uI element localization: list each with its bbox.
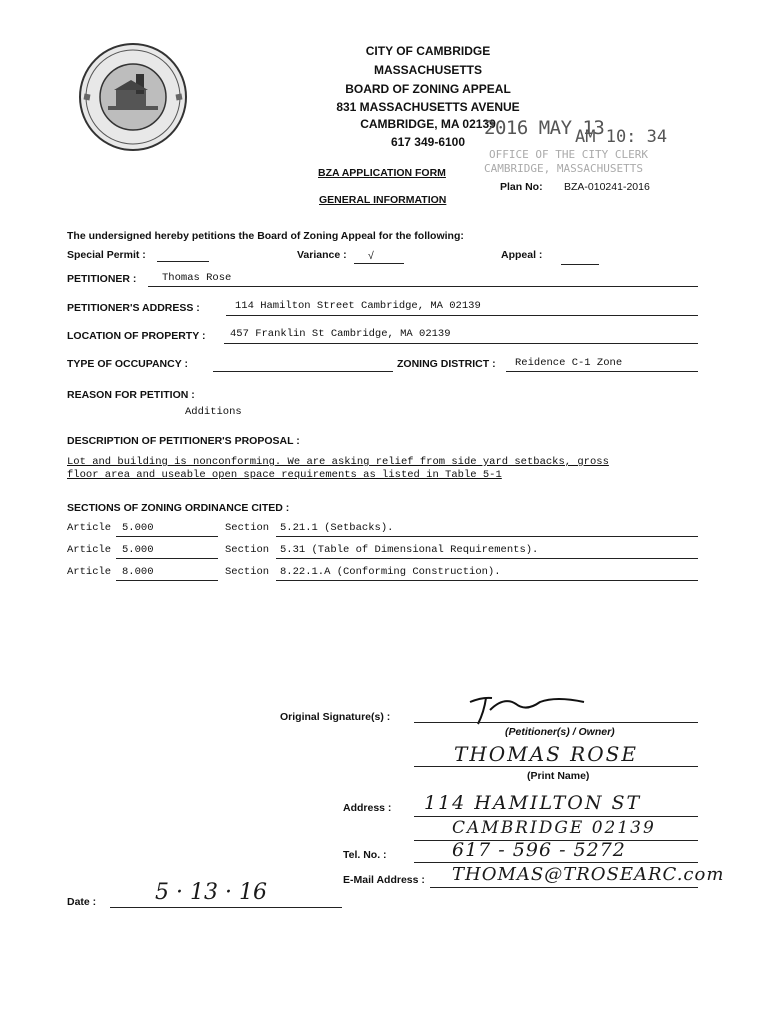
zoning-district-label: ZONING DISTRICT : (397, 358, 496, 370)
petitioner-field[interactable] (148, 286, 698, 287)
stamp-office-line1: OFFICE OF THE CITY CLERK (489, 148, 648, 161)
city-seal (78, 42, 188, 152)
section-field[interactable] (276, 558, 698, 559)
address-line2-value: CAMBRIDGE 02139 (452, 818, 656, 838)
article-field[interactable] (116, 558, 218, 559)
section-label: Section (225, 522, 270, 534)
stamp-office-line2: CAMBRIDGE, MASSACHUSETTS (484, 162, 643, 175)
header-street: 831 MASSACHUSETTS AVENUE (336, 100, 520, 114)
location-label: LOCATION OF PROPERTY : (67, 330, 206, 342)
variance-label: Variance : (297, 249, 347, 261)
date-label: Date : (67, 896, 97, 908)
header-phone: 617 349-6100 (390, 135, 466, 149)
article-field[interactable] (116, 536, 218, 537)
tel-field[interactable] (414, 862, 698, 863)
received-stamp-time: AM 10: 34 (575, 127, 668, 147)
article-value: 5.000 (122, 522, 154, 534)
petitioner-value: Thomas Rose (162, 272, 232, 284)
section-field[interactable] (276, 580, 698, 581)
print-name-value: THOMAS ROSE (454, 742, 638, 766)
intro-text: The undersigned hereby petitions the Board of Zoning Appeal for the following: (67, 230, 464, 242)
location-value: 457 Franklin St Cambridge, MA 02139 (230, 328, 451, 340)
description-line2: floor area and useable open space requirements as listed in Table 5-1 (67, 469, 502, 481)
header-state: MASSACHUSETTS (373, 63, 482, 77)
description-label: DESCRIPTION OF PETITIONER'S PROPOSAL : (67, 435, 300, 447)
form-subtitle: GENERAL INFORMATION (319, 194, 447, 206)
location-field[interactable] (224, 343, 698, 344)
article-field[interactable] (116, 580, 218, 581)
email-value: THOMAS@TROSEARC.com (452, 864, 725, 885)
plan-number-value: BZA-010241-2016 (564, 181, 650, 193)
sections-label: SECTIONS OF ZONING ORDINANCE CITED : (67, 502, 290, 514)
tel-value: 617 - 596 - 5272 (452, 839, 626, 861)
received-stamp-date: 2016 MAY 13 (484, 117, 605, 139)
reason-label: REASON FOR PETITION : (67, 389, 195, 401)
header-board: BOARD OF ZONING APPEAL (345, 82, 511, 96)
petitioner-address-label: PETITIONER'S ADDRESS : (67, 302, 200, 314)
print-name-caption: (Print Name) (527, 770, 590, 782)
variance-field[interactable] (354, 263, 404, 264)
appeal-label: Appeal : (501, 249, 543, 261)
section-value: 8.22.1.A (Conforming Construction). (280, 566, 501, 578)
signature-label: Original Signature(s) : (280, 711, 391, 723)
article-label: Article (67, 544, 112, 556)
petitioner-label: PETITIONER : (67, 273, 137, 285)
petitioner-address-field[interactable] (226, 315, 698, 316)
petitioner-address-value: 114 Hamilton Street Cambridge, MA 02139 (235, 300, 481, 312)
section-label: Section (225, 566, 270, 578)
reason-value: Additions (185, 406, 242, 418)
zoning-district-field[interactable] (506, 371, 698, 372)
section-label: Section (225, 544, 270, 556)
article-value: 8.000 (122, 566, 154, 578)
email-field[interactable] (430, 887, 698, 888)
plan-number-label: Plan No: (500, 181, 543, 193)
occupancy-field[interactable] (213, 371, 393, 372)
zoning-district-value: Reidence C-1 Zone (515, 357, 623, 369)
date-field[interactable] (110, 907, 342, 908)
occupancy-label: TYPE OF OCCUPANCY : (67, 358, 188, 370)
article-label: Article (67, 566, 112, 578)
article-value: 5.000 (122, 544, 154, 556)
section-field[interactable] (276, 536, 698, 537)
print-name-field[interactable] (414, 766, 698, 767)
date-value: 5 · 13 · 16 (155, 880, 267, 905)
form-title: BZA APPLICATION FORM (318, 167, 446, 179)
petitioner-caption: (Petitioner(s) / Owner) (505, 726, 615, 738)
section-value: 5.31 (Table of Dimensional Requirements). (280, 544, 539, 556)
address-line1-value: 114 HAMILTON ST (424, 792, 642, 814)
address-line1-field[interactable] (414, 816, 698, 817)
signature-field[interactable] (414, 722, 698, 723)
email-label: E-Mail Address : (343, 874, 425, 886)
section-value: 5.21.1 (Setbacks). (280, 522, 394, 534)
appeal-field[interactable] (561, 264, 599, 265)
tel-label: Tel. No. : (343, 849, 387, 861)
address-label: Address : (343, 802, 392, 814)
special-permit-field[interactable] (157, 261, 209, 262)
variance-check: √ (368, 250, 374, 262)
header-citystate: CAMBRIDGE, MA 02139 (360, 117, 496, 131)
description-line1: Lot and building is nonconforming. We are asking relief from side yard setbacks, gross (67, 456, 609, 468)
header-city: CITY OF CAMBRIDGE (365, 44, 491, 58)
special-permit-label: Special Permit : (67, 249, 146, 261)
article-label: Article (67, 522, 112, 534)
